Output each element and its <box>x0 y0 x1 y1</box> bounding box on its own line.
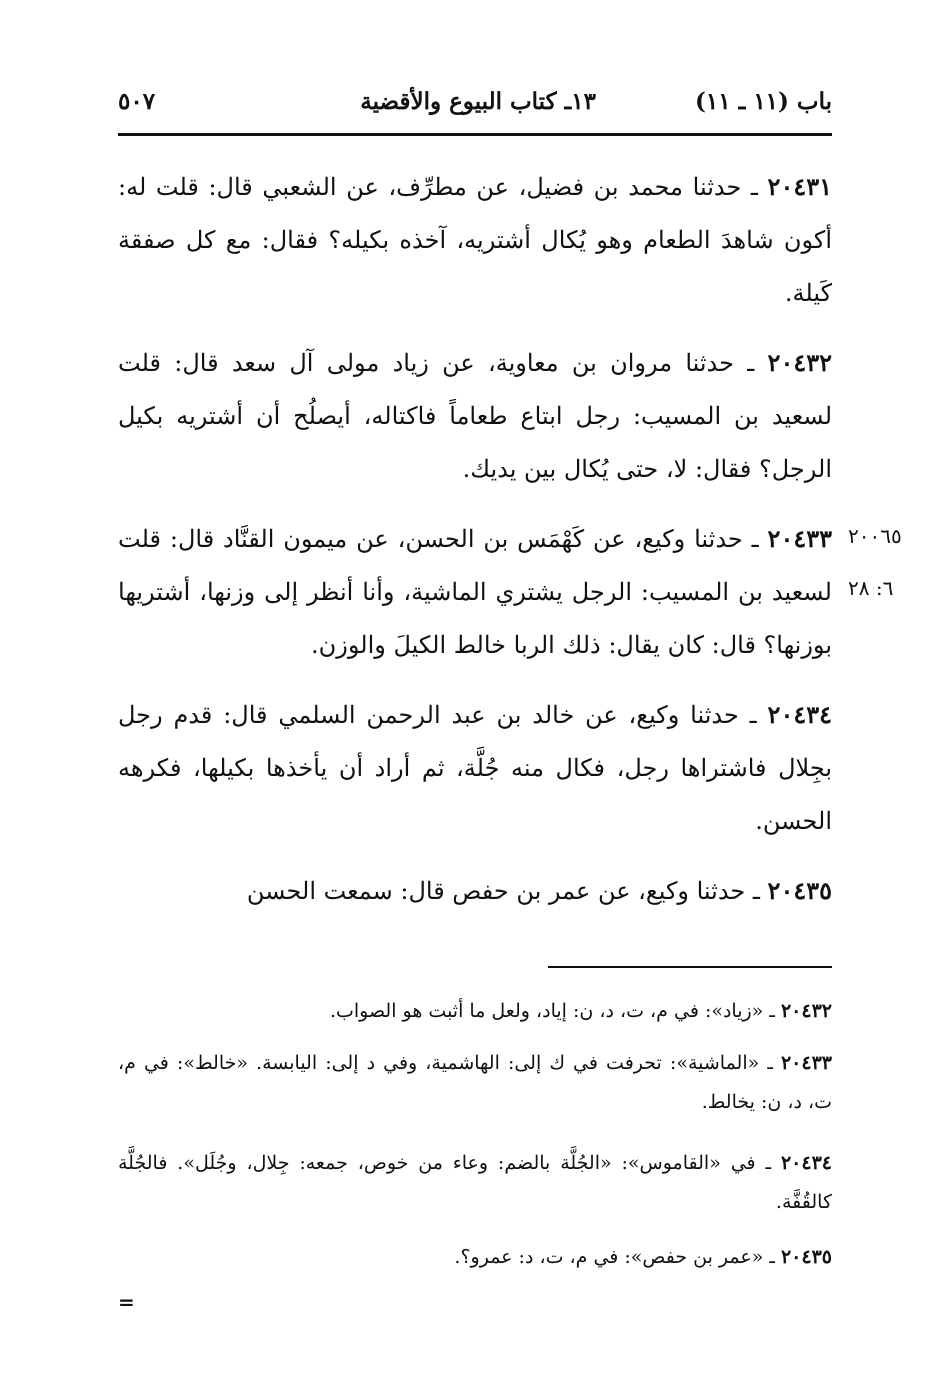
book-title: ١٣ـ كتاب البيوع والأقضية <box>360 88 596 115</box>
page-header <box>118 84 832 126</box>
hadith-number: ٢٠٤٣٤ <box>767 700 832 729</box>
footnote <box>118 1144 832 1222</box>
hadith-number: ٢٠٤٣٢ <box>767 348 832 377</box>
footnote-number: ٢٠٤٣٤ <box>780 1152 832 1174</box>
margin-reference: ٦: ٢٨ <box>848 576 894 600</box>
footnote-divider <box>548 966 832 968</box>
hadith-paragraph <box>118 512 832 672</box>
footnote-number: ٢٠٤٣٣ <box>780 1052 832 1074</box>
hadith-paragraph <box>118 160 832 320</box>
continuation-mark: = <box>118 1290 135 1314</box>
header-divider <box>118 133 832 136</box>
footnote <box>118 992 832 1031</box>
chapter-title: باب (١١ ـ ١١) <box>694 88 832 115</box>
hadith-paragraph <box>118 864 832 918</box>
footnote-text: ـ «الماشية»: تحرفت في ك إلى: الهاشمية، وفي د إلى: اليابسة. «خالط»: في م، ت، د، ن: يخالط. <box>118 1052 832 1113</box>
hadith-paragraph <box>118 336 832 496</box>
hadith-text: ـ حدثنا وكيع، عن كَهْمَس بن الحسن، عن ميمون القنَّاد قال: قلت لسعيد بن المسيب: الرجل يشتري الماشية، وأنا أنظر إلى وزنها، أشتريها بوزنها؟ قال: كان يقال: ذلك الربا خالط الكيلَ والوزن. <box>118 525 832 659</box>
hadith-text: ـ حدثنا وكيع، عن عمر بن حفص قال: سمعت الحسن <box>246 877 768 905</box>
footnote-number: ٢٠٤٣٢ <box>780 1000 832 1022</box>
page-number: ٥٠٧ <box>118 88 156 115</box>
footnote-text: ـ في «القاموس»: «الجُلَّة بالضم: وعاء من خوص، جمعه: جِلال، وجُلَل». فالجُلَّة كالقُفَّة. <box>118 1152 832 1213</box>
margin-reference: ٢٠٠٦٥ <box>848 524 902 548</box>
footnote-text: ـ «زياد»: في م، ت، د، ن: إياد، ولعل ما أثبت هو الصواب. <box>329 1000 781 1022</box>
hadith-text: ـ حدثنا وكيع، عن خالد بن عبد الرحمن السلمي قال: قدم رجل بجِلال فاشتراها رجل، فكال منه جُلَّة، ثم أراد أن يأخذها بكيلها، فكرهه الحسن. <box>118 701 832 835</box>
hadith-text: ـ حدثنا مروان بن معاوية، عن زياد مولى آل سعد قال: قلت لسعيد بن المسيب: رجل ابتاع طعاماً فاكتاله، أيصلُح أن أشتريه بكيل الرجل؟ فقال: لا، حتى يُكال بين يديك. <box>118 349 832 483</box>
hadith-paragraph <box>118 688 832 848</box>
hadith-number: ٢٠٤٣٥ <box>767 876 832 905</box>
footnote <box>118 1044 832 1122</box>
hadith-text: ـ حدثنا محمد بن فضيل، عن مطرِّف، عن الشعبي قال: قلت له: أكون شاهدَ الطعام وهو يُكال أشتريه، آخذه بكيله؟ فقال: مع كل صفقة كَيلة. <box>118 173 832 307</box>
footnote-number: ٢٠٤٣٥ <box>780 1246 832 1268</box>
hadith-number: ٢٠٤٣٣ <box>767 524 832 553</box>
hadith-number: ٢٠٤٣١ <box>767 172 832 201</box>
footnote <box>118 1238 832 1277</box>
footnote-text: ـ «عمر بن حفص»: في م، ت، د: عمرو؟. <box>454 1246 781 1268</box>
